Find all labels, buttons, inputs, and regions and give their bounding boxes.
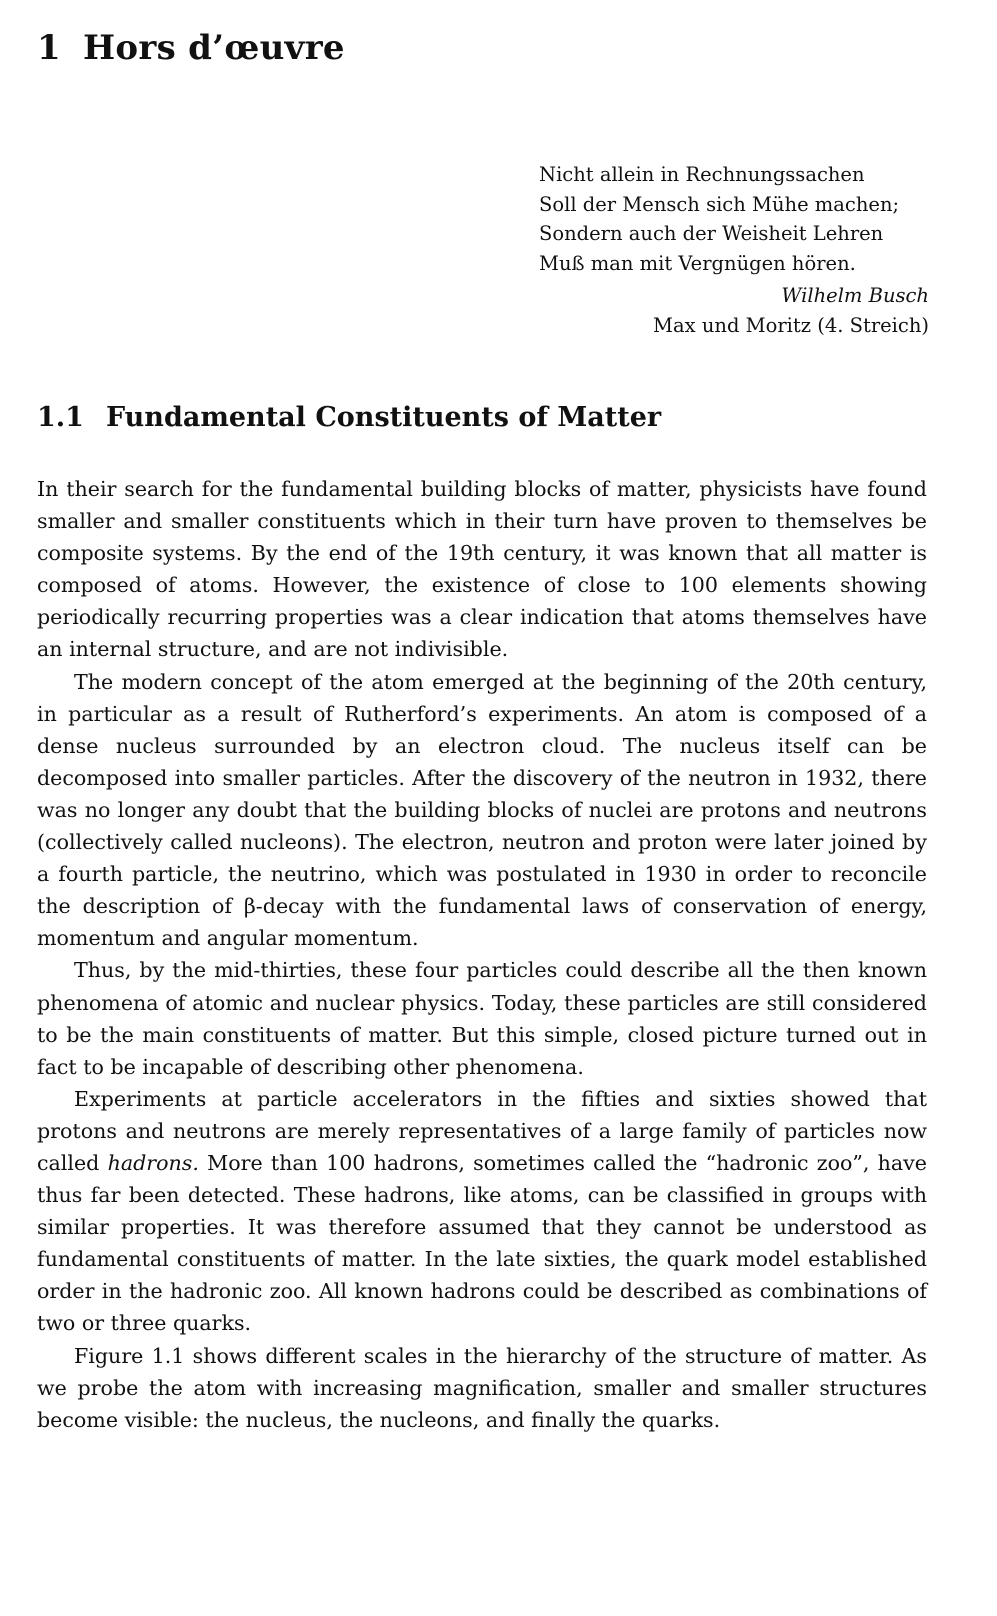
epigraph-line: Muß man mit Vergnügen hören. — [539, 251, 856, 275]
epigraph-source: Max und Moritz (4. Streich) — [653, 313, 929, 337]
section-title-text: Fundamental Constituents of Matter — [105, 402, 662, 433]
paragraph: Thus, by the mid-thirties, these four particles could describe all the then known phenomena of atomic and nuclear physics. Today, these particles are still considered to be the main constituents of matter. But this simple, closed picture turned out in fact to be incapable of describing other phenomena. — [37, 958, 927, 1079]
body-text — [37, 473, 927, 1436]
chapter-number: 1 — [37, 28, 61, 68]
paragraph-text: More than 100 hadrons, sometimes called the “hadronic zoo”, have thus far been detected. These hadrons, like atoms, can be classified in groups with similar properties. It was therefore assumed that they cannot be understood as fundamental constituents of matter. In the late sixties, the quark model established order in the hadronic zoo. All known hadrons could be described as combinations of two or three quarks. — [37, 1150, 927, 1336]
epigraph-line: Soll der Mensch sich Mühe machen; — [539, 192, 900, 216]
paragraph: In their search for the fundamental building blocks of matter, physicists have found smaller and smaller constituents which in their turn have proven to themselves be composite systems. By the end of the 19th century, it was known that all matter is composed of atoms. However, the existence of close to 100 elements showing periodically recurring properties was a clear indication that atoms themselves have an internal structure, and are not indivisible. — [37, 477, 927, 662]
epigraph — [539, 160, 929, 340]
paragraph-text: Experiments at particle accelerators in the fifties and sixties showed that protons and neutrons are merely representatives of a large family of particles now called — [37, 1086, 927, 1175]
chapter-title-text: Hors d’œuvre — [82, 28, 345, 68]
chapter-title — [37, 28, 345, 68]
paragraph: The modern concept of the atom emerged at the beginning of the 20th century, in particular as a result of Rutherford’s experiments. An atom is composed of a dense nucleus surrounded by an electron cloud. The nucleus itself can be decomposed into smaller particles. After the discovery of the neutron in 1932, there was no longer any doubt that the building blocks of nuclei are protons and neutrons (collectively called nucleons). The electron, neutron and proton were later joined by a fourth particle, the neutrino, which was postulated in 1930 in order to reconcile the description of β-decay with the fundamental laws of conservation of energy, momentum and angular momentum. — [37, 669, 927, 951]
section-title — [37, 402, 661, 433]
epigraph-line: Sondern auch der Weisheit Lehren — [539, 222, 884, 245]
emphasis-hadrons: hadrons. — [107, 1150, 199, 1175]
epigraph-author: Wilhelm Busch — [781, 284, 929, 307]
paragraph: Figure 1.1 shows different scales in the hierarchy of the structure of matter. As we probe the atom with increasing magnification, smaller and smaller structures become visible: the nucleus, the nucleons, and finally the quarks. — [37, 1343, 927, 1432]
section-number: 1.1 — [37, 402, 84, 433]
paragraph — [37, 1083, 927, 1340]
epigraph-line: Nicht allein in Rechnungssachen — [539, 163, 865, 186]
